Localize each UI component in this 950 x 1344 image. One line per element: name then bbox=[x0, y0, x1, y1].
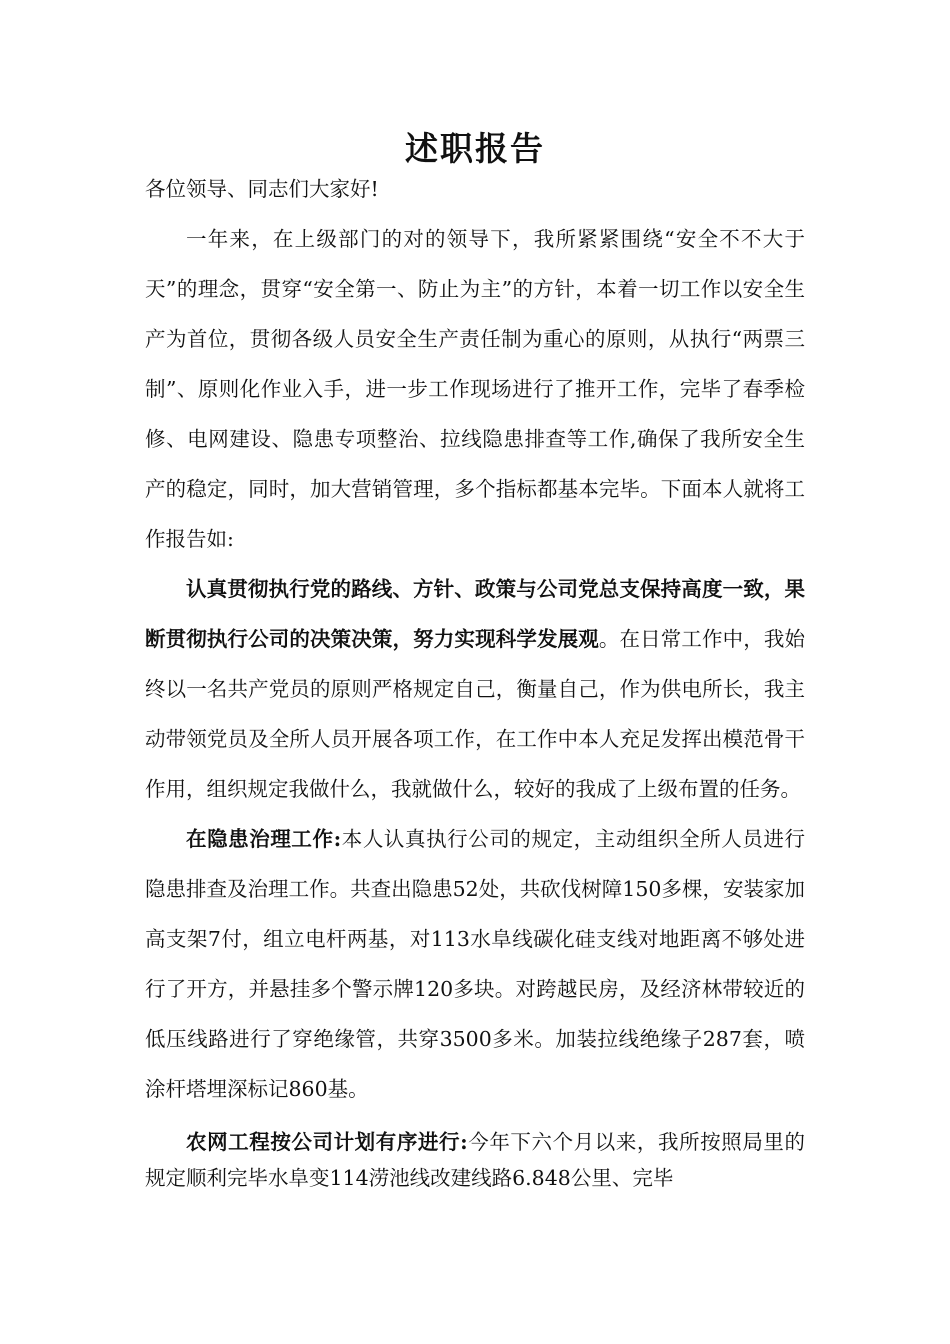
paragraph-intro-text: 一年来，在上级部门的对的领导下，我所紧紧围绕“安全不不大于天”的理念，贯穿“安全第一、防止为主”的方针，本着一切工作以安全生产为首位，贯彻各级人员安全生产责任制为重心的原则，从执行“两票三制”、原则化作业入手，进一步工作现场进行了推开工作，完毕了春季检修、电网建设、隐患专项整治、拉线隐患排查等工作,确保了我所安全生产的稳定，同时，加大营销管理，多个指标都基本完毕。下面本人就将工作报告如: bbox=[145, 227, 805, 551]
document-title: 述职报告 bbox=[405, 129, 545, 168]
paragraph-party-line-heading: 认真贯彻执行党的路线、方针、政策与公司党总支保持高度一致，果断贯彻执行公司的决策决策，努力实现科学发展观 bbox=[145, 577, 805, 651]
paragraph-hazard-management bbox=[145, 814, 805, 1114]
paragraph-rural-grid-text: 今年下六个月以来，我所按照局里的规定顺利完毕水阜变114涝池线改建线路6.848公里、完毕 bbox=[145, 1130, 805, 1190]
paragraph-rural-grid-heading: 农网工程按公司计划有序进行: bbox=[186, 1130, 468, 1154]
paragraph-rural-grid bbox=[145, 1124, 805, 1196]
paragraph-party-line-text: 。在日常工作中，我始终以一名共产党员的原则严格规定自己，衡量自己，作为供电所长，我主动带领党员及全所人员开展各项工作，在工作中本人充足发挥出模范骨干作用，组织规定我做什么，我就做什么，较好的我成了上级布置的任务。 bbox=[145, 627, 806, 801]
paragraph-hazard-management-heading: 在隐患治理工作: bbox=[186, 827, 342, 851]
greeting-line: 各位领导、同志们大家好! bbox=[145, 177, 379, 201]
document-body bbox=[145, 164, 805, 1196]
paragraph-hazard-management-text: 本人认真执行公司的规定，主动组织全所人员进行隐患排查及治理工作。共查出隐患52处，共砍伐树障150多棵，安装家加高支架7付，组立电杆两基，对113水阜线碳化硅支线对地距离不够处进行了开方，并悬挂多个警示牌120多块。对跨越民房，及经济林带较近的低压线路进行了穿绝缘管，共穿3500多米。加装拉线绝缘子287套，喷涂杆塔埋深标记860基。 bbox=[145, 827, 805, 1101]
paragraph-intro bbox=[145, 214, 805, 564]
paragraph-party-line bbox=[145, 564, 805, 814]
